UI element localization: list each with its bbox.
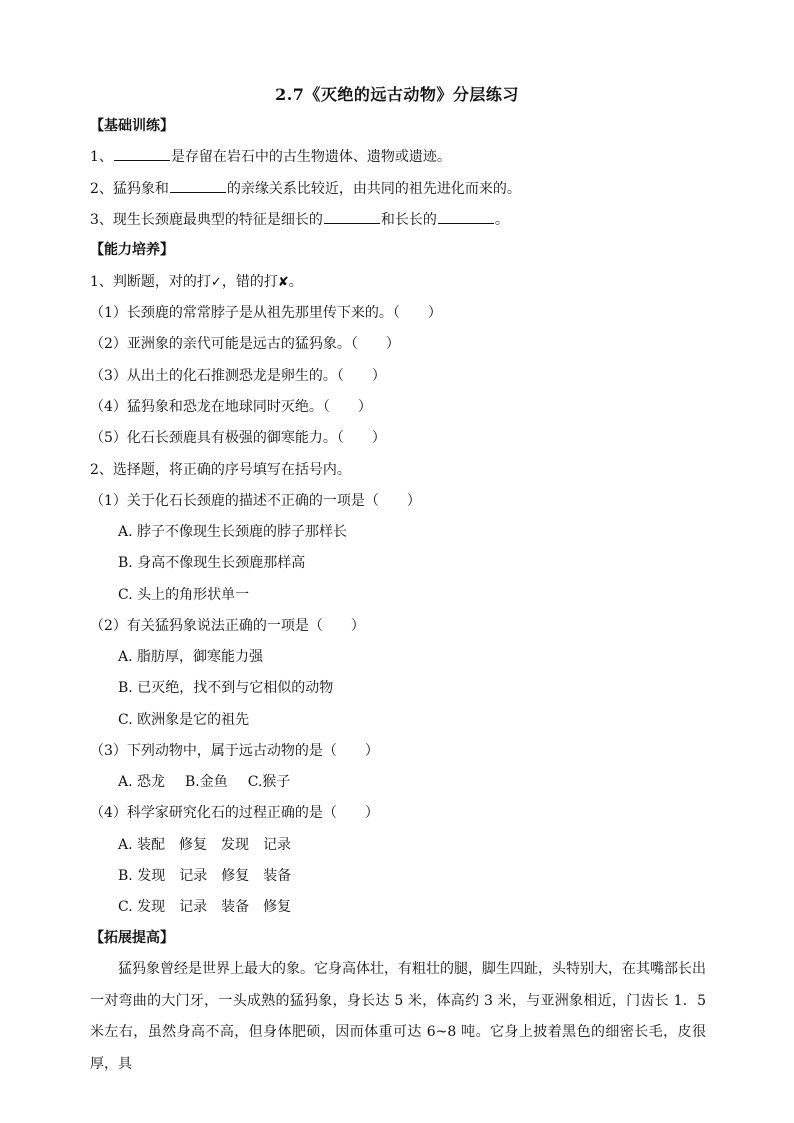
q2-text-before: 2、猛犸象和 bbox=[90, 181, 169, 197]
q3-text-after: 。 bbox=[494, 212, 509, 228]
choice-q2-option-b: B. 已灭绝，找不到与它相似的动物 bbox=[118, 680, 334, 696]
judge-header-before: 1、判断题，对的打 bbox=[90, 274, 211, 290]
section-ability-heading: 【能力培养】 bbox=[90, 242, 174, 258]
choice-q3-option-a: A. 恐龙 bbox=[118, 774, 166, 790]
choice-question-2: （2）有关猛犸象说法正确的一项是（ ） bbox=[90, 618, 365, 634]
choice-q1-option-c: C. 头上的角形状单一 bbox=[118, 587, 250, 603]
choice-q4-option-b: B. 发现 记录 修复 装备 bbox=[118, 868, 292, 884]
q2-text-after: 的亲缘关系比较近，由共同的祖先进化而来的。 bbox=[226, 181, 521, 197]
choice-q1-option-b: B. 身高不像现生长颈鹿那样高 bbox=[118, 555, 306, 571]
q3-blank-1[interactable] bbox=[324, 211, 380, 224]
choice-q4-option-c: C. 发现 记录 装备 修复 bbox=[118, 899, 292, 915]
judge-item-4: （4）猛犸象和恐龙在地球同时灭绝。（ ） bbox=[90, 399, 372, 415]
choice-q3-option-b: B.金鱼 bbox=[185, 774, 228, 790]
q3-text-mid: 和长长的 bbox=[380, 212, 437, 228]
choice-q1-option-a: A. 脖子不像现生长颈鹿的脖子那样长 bbox=[118, 524, 348, 540]
judge-header bbox=[90, 273, 303, 292]
section-extend-heading: 【拓展提高】 bbox=[90, 930, 174, 946]
q2-blank[interactable] bbox=[170, 180, 226, 193]
judge-item-1: （1）长颈鹿的常常脖子是从祖先那里传下来的。（ ） bbox=[90, 305, 442, 321]
judge-item-2: （2）亚洲象的亲代可能是远古的猛犸象。（ ） bbox=[90, 336, 400, 352]
judge-item-5: （5）化石长颈鹿具有极强的御寒能力。（ ） bbox=[90, 430, 386, 446]
choice-q3-option-c: C.猴子 bbox=[247, 774, 291, 790]
judge-item-3: （3）从出土的化石推测恐龙是卵生的。（ ） bbox=[90, 368, 386, 384]
judge-header-mid: ，错的打 bbox=[221, 274, 278, 290]
extend-paragraph: 猛犸象曾经是世界上最大的象。它身高体壮，有粗壮的腿，脚生四趾，头特别大，在其嘴部长出一对弯曲的大门牙，一头成熟的猛犸象，身长达 5 米，体高约 3 米，与亚洲象相近，门齿长 1．5 米左右，虽然身高不高，但身体肥硕，因而体重可达 6~8 吨。它身上披着黑色的细密长毛，皮很厚，具 bbox=[90, 961, 706, 1072]
section-basic-heading: 【基础训练】 bbox=[90, 118, 174, 134]
q3-text-before: 3、现生长颈鹿最典型的特征是细长的 bbox=[90, 212, 323, 228]
q1-blank[interactable] bbox=[114, 148, 170, 161]
choice-question-4: （4）科学家研究化石的过程正确的是（ ） bbox=[90, 805, 379, 821]
fill-question-1 bbox=[90, 148, 451, 166]
choice-question-3: （3）下列动物中，属于远古动物的是（ ） bbox=[90, 743, 379, 759]
judge-header-after: 。 bbox=[288, 274, 303, 290]
choice-q4-option-a: A. 装配 修复 发现 记录 bbox=[118, 837, 292, 853]
fill-question-3 bbox=[90, 211, 509, 229]
choice-q3-options bbox=[118, 773, 290, 791]
choice-q2-option-c: C. 欧洲象是它的祖先 bbox=[118, 712, 250, 728]
q3-blank-2[interactable] bbox=[438, 211, 494, 224]
page-title: 2.7《灭绝的远古动物》分层练习 bbox=[275, 85, 519, 104]
choice-question-1: （1）关于化石长颈鹿的描述不正确的一项是（ ） bbox=[90, 493, 421, 509]
q1-number: 1、 bbox=[90, 149, 113, 165]
q1-text: 是存留在岩石中的古生物遗体、遗物或遗迹。 bbox=[170, 149, 451, 165]
choice-header: 2、选择题，将正确的序号填写在括号内。 bbox=[90, 462, 351, 478]
cross-mark-icon: ✘ bbox=[277, 275, 289, 290]
fill-question-2 bbox=[90, 180, 521, 198]
choice-q2-option-a: A. 脂肪厚，御寒能力强 bbox=[118, 649, 264, 665]
check-mark-icon: ✓ bbox=[210, 275, 222, 290]
